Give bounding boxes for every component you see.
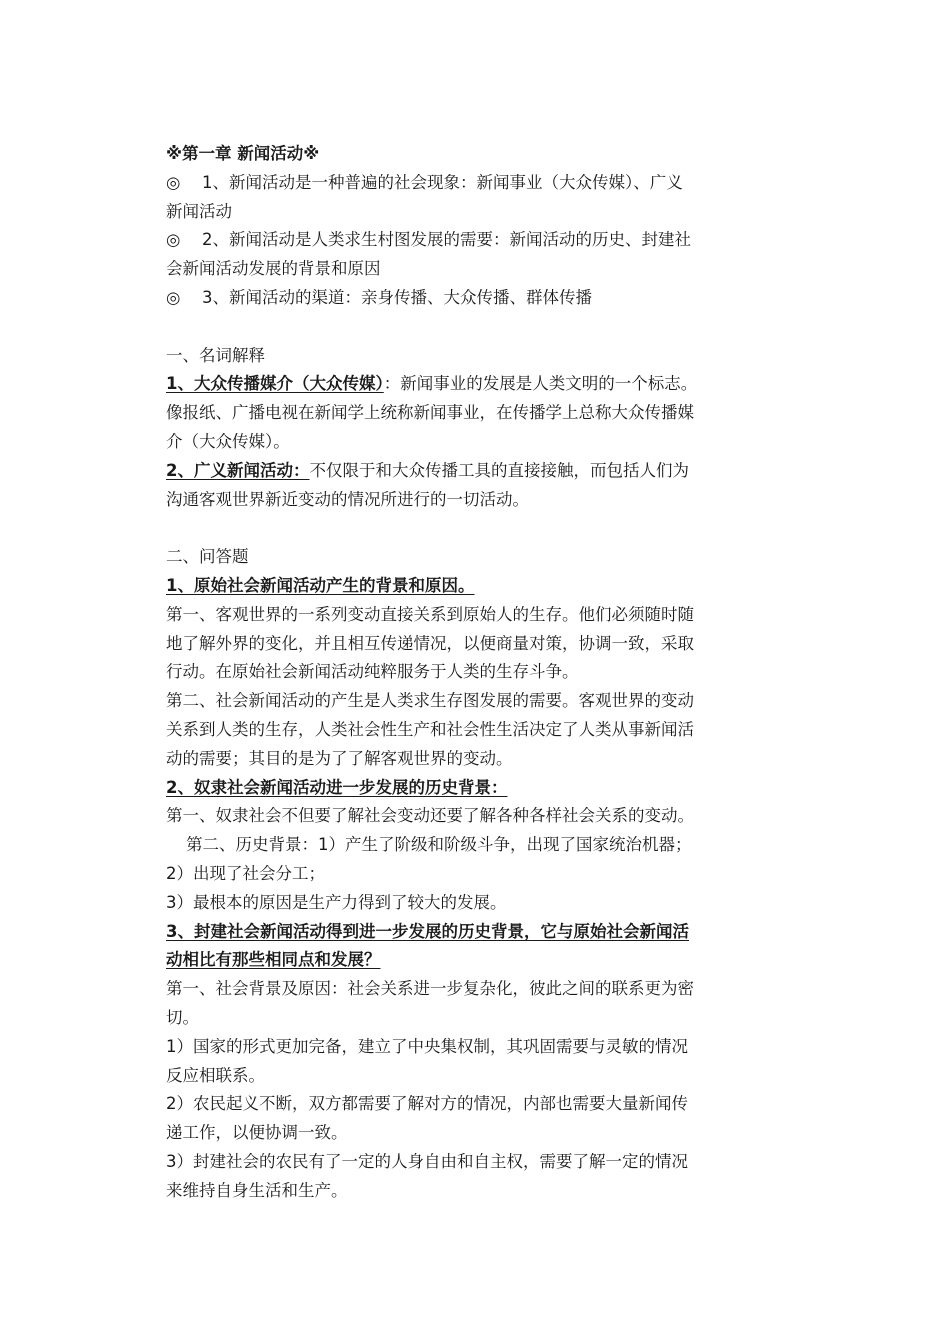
paragraph-line: 地了解外界的变化，并且相互传递情况，以便商量对策，协调一致，采取 [166,633,694,653]
outline-item [166,169,791,227]
term-label: 1、大众传播媒介（大众传媒） [166,374,384,394]
document-body [166,140,791,1205]
paragraph-line: 1）国家的形式更加完备，建立了中央集权制，其巩固需要与灵敏的情况 [166,1036,688,1056]
term-definition: ：新闻事业的发展是人类文明的一个标志。 [383,374,698,394]
term-label: 2、广义新闻活动： [166,460,310,480]
paragraph-line: 切。 [166,1007,199,1027]
paragraph-line: 2）出现了社会分工； [166,863,325,883]
outline-item [166,284,791,313]
outline-text: 会新闻活动发展的背景和原因 [166,259,381,279]
paragraph-line: 行动。在原始社会新闻活动纯粹服务于人类的生存斗争。 [166,662,579,682]
question-title: 2、奴隶社会新闻活动进一步发展的历史背景： [166,777,508,797]
paragraph-line: 关系到人类的生存，人类社会性生产和社会性生活决定了人类从事新闻活 [166,719,694,739]
question-title: 动相比有那些相同点和发展？ [166,950,381,970]
paragraph-line: 第二、社会新闻活动的产生是人类求生存图发展的需要。客观世界的变动 [166,691,694,711]
outline-text: 新闻活动 [166,201,232,221]
term-definition: 不仅限于和大众传播工具的直接接触，而包括人们为 [309,460,689,480]
paragraph-line: 递工作，以便协调一致。 [166,1123,348,1143]
outline-bullet-icon: ◎ [166,287,181,307]
paragraph-line: 像报纸、广播电视在新闻学上统称新闻事业，在传播学上总称大众传播媒 [166,403,694,423]
outline-item [166,226,791,284]
chapter-title: ※第一章 新闻活动※ [166,144,320,163]
paragraph-line: 2）农民起义不断，双方都需要了解对方的情况，内部也需要大量新闻传 [166,1094,688,1114]
outline-bullet-icon: ◎ [166,230,181,250]
paragraph-line: 第二、历史背景：1）产生了阶级和阶级斗争，出现了国家统治机器； [186,835,692,855]
outline-bullet-icon: ◎ [166,172,181,192]
paragraph-line: 沟通客观世界新近变动的情况所进行的一切活动。 [166,489,529,509]
paragraph-line: 第一、社会背景及原因：社会关系进一步复杂化，彼此之间的联系更为密 [166,979,694,999]
question-title: 3、封建社会新闻活动得到进一步发展的历史背景，它与原始社会新闻活 [166,921,689,941]
paragraph-line: 反应相联系。 [166,1065,265,1085]
outline-text: 3、新闻活动的渠道：亲身传播、大众传播、群体传播 [202,287,592,307]
paragraph-line: 第一、奴隶社会不但要了解社会变动还要了解各种各样社会关系的变动。 [166,806,694,826]
section-heading: 二、问答题 [166,547,249,567]
paragraph-line: 来维持自身生活和生产。 [166,1180,348,1200]
section-heading: 一、名词解释 [166,345,265,365]
paragraph-line: 3）封建社会的农民有了一定的人身自由和自主权，需要了解一定的情况 [166,1151,688,1171]
paragraph-line: 介（大众传媒）。 [166,431,290,451]
outline-text: 1、新闻活动是一种普遍的社会现象：新闻事业（大众传媒）、广义 [202,172,683,192]
paragraph-line: 3）最根本的原因是生产力得到了较大的发展。 [166,892,507,912]
paragraph-line: 第一、客观世界的一系列变动直接关系到原始人的生存。他们必须随时随 [166,604,694,624]
question-title: 1、原始社会新闻活动产生的背景和原因。 [166,575,475,595]
paragraph-line: 动的需要；其目的是为了了解客观世界的变动。 [166,748,513,768]
outline-text: 2、新闻活动是人类求生村图发展的需要：新闻活动的历史、封建社 [202,230,691,250]
